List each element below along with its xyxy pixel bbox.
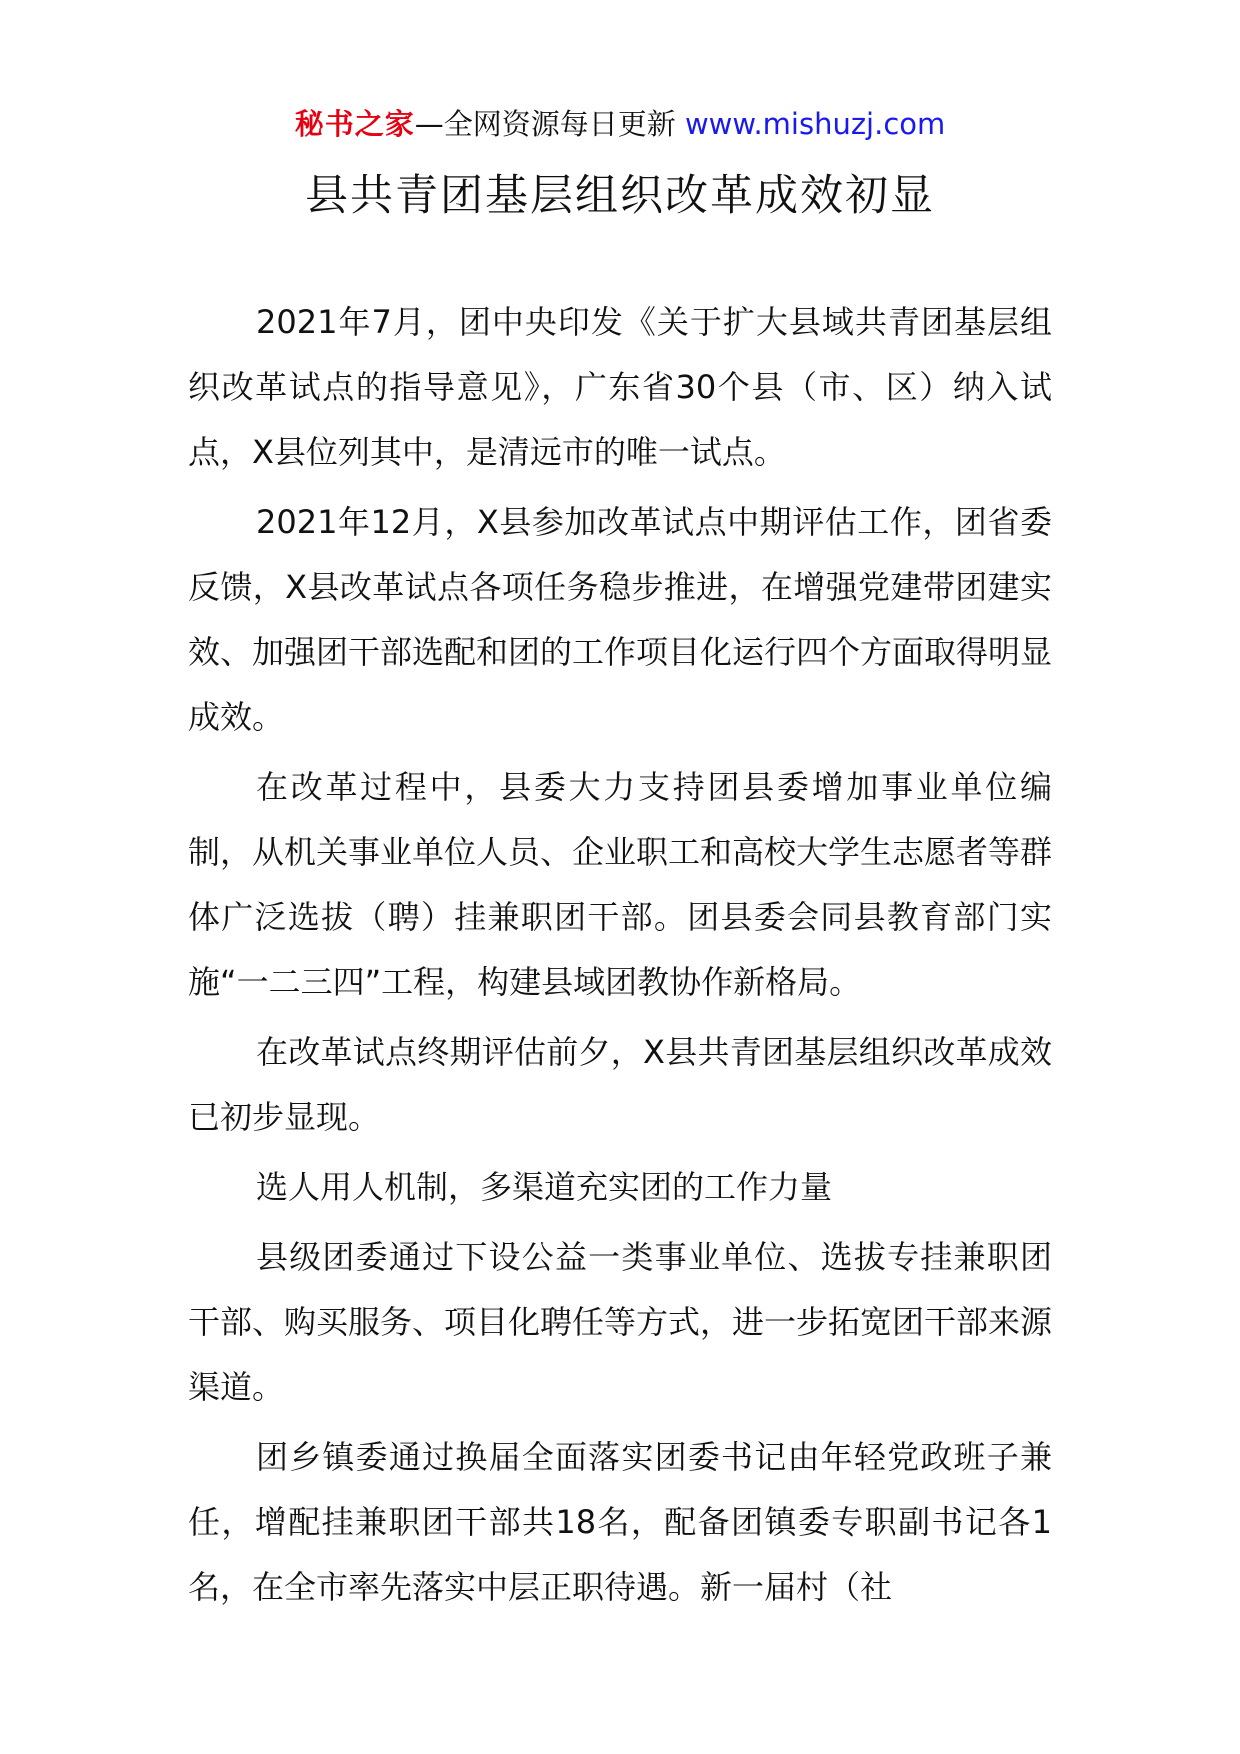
paragraph: 2021年12月，X县参加改革试点中期评估工作，团省委反馈，X县改革试点各项任务稳步推进，在增强党建带团建实效、加强团干部选配和团的工作项目化运行四个方面取得明显成效。 [188, 503, 1053, 736]
document-title: 县共青团基层组织改革成效初显 [305, 171, 935, 221]
document-body [188, 290, 1052, 1625]
paragraph: 在改革试点终期评估前夕，X县共青团基层组织改革成效已初步显现。 [188, 1033, 1052, 1136]
site-url-link[interactable]: www.mishuzj.com [684, 107, 946, 141]
section-subheading: 选人用人机制，多渠道充实团的工作力量 [256, 1168, 833, 1206]
paragraph: 2021年7月，团中央印发《关于扩大县域共青团基层组织改革试点的指导意见》，广东省30个县（市、区）纳入试点，X县位列其中，是清远市的唯一试点。 [188, 303, 1052, 471]
paragraph: 县级团委通过下设公益一类事业单位、选拔专挂兼职团干部、购买服务、项目化聘任等方式，进一步拓宽团干部来源渠道。 [188, 1238, 1053, 1406]
paragraph: 在改革过程中，县委大力支持团县委增加事业单位编制，从机关事业单位人员、企业职工和高校大学生志愿者等群体广泛选拔（聘）挂兼职团干部。团县委会同县教育部门实施“一二三四”工程，构建县域团教协作新格局。 [188, 768, 1053, 1001]
site-header [0, 104, 1240, 144]
paragraph: 团乡镇委通过换届全面落实团委书记由年轻党政班子兼任，增配挂兼职团干部共18名，配备团镇委专职副书记各1名，在全市率先落实中层正职待遇。新一届村（社 [188, 1438, 1052, 1606]
site-tagline: —全网资源每日更新 [414, 107, 676, 141]
site-brand: 秘书之家 [294, 107, 415, 141]
